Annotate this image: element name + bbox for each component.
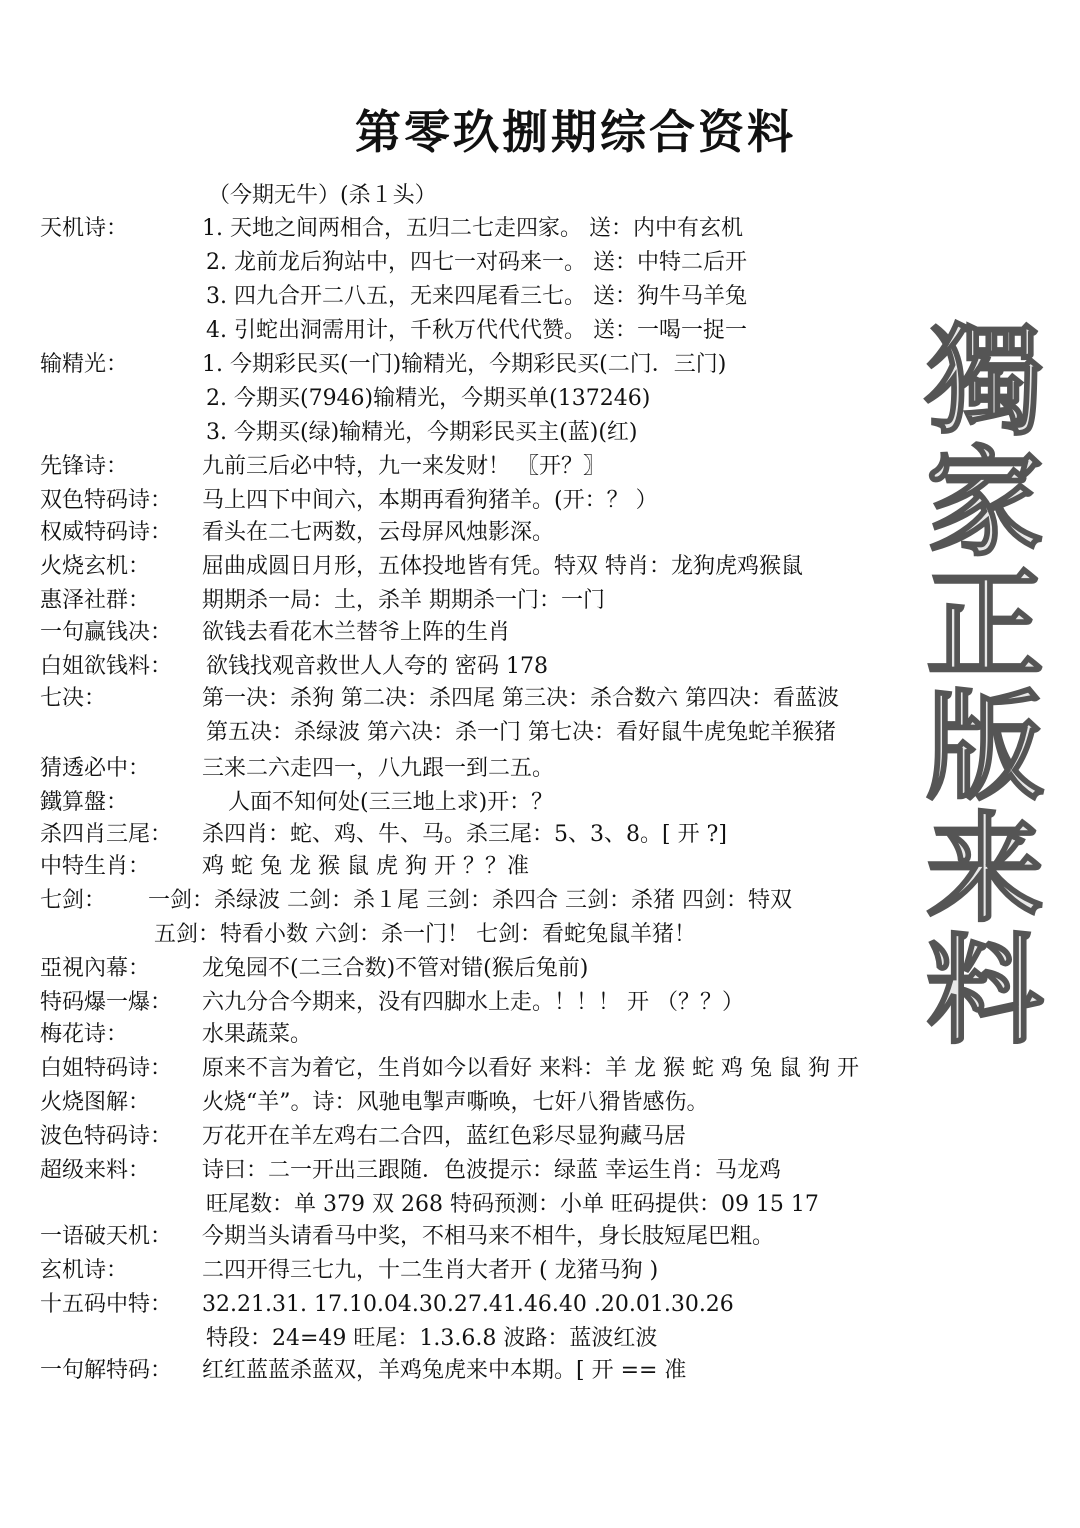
row-qijian-2 [40,918,1040,952]
row-label: 玄机诗： [40,1258,129,1283]
row-text: 欲钱去看花木兰替爷上阵的生肖 [202,620,511,645]
row-tianji-1 [40,212,1040,246]
row-chaoji-1 [40,1154,1040,1188]
row-text: 特段：24=49 旺尾：1.3.6.8 波路：蓝波红波 [206,1326,658,1351]
row-label: 中特生肖： [40,854,151,879]
row-label: 杀四肖三尾： [40,822,173,847]
row-text: 诗曰：二一开出三跟随．色波提示：绿蓝 幸运生肖：马龙鸡 [202,1158,781,1183]
row-shuangse [40,484,1040,518]
row-text: 32.21.31. 17.10.04.30.27.41.46.40 .20.01.30.26 [202,1292,734,1317]
row-shiwuma-2 [40,1322,1040,1356]
row-text: 欲钱找观音救世人人夸的 密码 178 [206,654,548,679]
row-text: 龙兔园不(二三合数)不管对错(猴后兔前) [202,956,589,981]
row-label: 猜透必中： [40,756,151,781]
row-label: 一语破天机： [40,1224,173,1249]
row-shujing-3 [40,416,1040,450]
row-bose [40,1120,1040,1154]
row-label: 七决： [40,686,107,711]
row-xuanji-shi [40,1254,1040,1288]
row-label: 火烧图解： [40,1090,151,1115]
row-text: 屈曲成圆日月形，五体投地皆有凭。特双 特肖：龙狗虎鸡猴鼠 [202,554,803,579]
row-text: 期期杀一局：土，杀羊 期期杀一门：一门 [202,588,605,613]
row-text: 红红蓝蓝杀蓝双，羊鸡兔虎来中本期。[ 开 == 准 [202,1358,687,1383]
row-text: 第五决：杀绿波 第六决：杀一门 第七决：看好鼠牛虎兔蛇羊猴猪 [206,720,836,745]
row-label: 鐵算盤： [40,790,129,815]
row-tianji-4 [40,314,1040,348]
row-huoshao-tujie [40,1086,1040,1120]
row-caitou [40,752,1040,786]
row-label: 惠泽社群： [40,588,151,613]
page-title: 第零玖捌期综合资料 [355,105,796,159]
row-label: 波色特码诗： [40,1124,173,1149]
row-tianji-2 [40,246,1040,280]
row-text: 旺尾数：单 379 双 268 特码预测：小单 旺码提供：09 15 17 [206,1192,819,1217]
row-tema-baoyibao [40,986,1040,1020]
row-label: 白姐特码诗： [40,1056,173,1081]
row-text: 原来不言为着它，生肖如今以看好 来料：羊 龙 猴 蛇 鸡 兔 鼠 狗 开 [202,1056,859,1081]
row-label: 一句解特码： [40,1358,173,1383]
row-text: 3. 四九合开二八五，无来四尾看三七。 送：狗牛马羊兔 [206,284,747,309]
row-text: 1. 今期彩民买(一门)输精光，今期彩民买(二门．三门) [202,352,727,377]
row-yiju-jie [40,1354,1040,1388]
row-baijie-yuqian [40,650,1040,684]
row-text: 1. 天地之间两相合，五归二七走四家。 送：内中有玄机 [202,216,743,241]
row-text: 看头在二七两数，云母屏风烛影深。 [202,520,555,545]
row-tiesuanpan [40,786,1040,820]
row-meihua [40,1018,1040,1052]
row-xianfeng [40,450,1040,484]
row-text: 2. 龙前龙后狗站中，四七一对码来一。 送：中特二后开 [206,250,747,275]
row-label: 输精光： [40,352,129,377]
row-text: 人面不知何处(三三地上求)开：？ [228,790,554,815]
row-text: 鸡 蛇 兔 龙 猴 鼠 虎 狗 开 ？？准 [202,854,529,879]
row-text: 二四开得三七九，十二生肖大者开 ( 龙猪马狗 ) [202,1258,659,1283]
row-text: 4. 引蛇出洞需用计，千秋万代代代赞。 送：一喝一捉一 [206,318,747,343]
row-text: 万花开在羊左鸡右二合四，蓝红色彩尽显狗藏马居 [202,1124,687,1149]
page-subtitle: （今期无牛）(杀１头） [208,183,437,208]
row-yashi [40,952,1040,986]
row-label: 特码爆一爆： [40,990,173,1015]
row-text: 五剑：特看小数 六剑：杀一门！ 七剑：看蛇兔鼠羊猪！ [154,922,696,947]
row-label: 火烧玄机： [40,554,151,579]
row-yiyu [40,1220,1040,1254]
row-label: 超级来料： [40,1158,151,1183]
row-yiju-yingqian [40,616,1040,650]
row-label: 十五码中特： [40,1292,173,1317]
row-label: 权威特码诗： [40,520,173,545]
row-shujing-2 [40,382,1040,416]
row-qijian-1 [40,884,1040,918]
row-label: 双色特码诗： [40,488,173,513]
row-text: 2. 今期买(7946)输精光，今期买单(137246) [206,386,651,411]
row-label: 七剑： [40,888,107,913]
row-label: 天机诗： [40,216,129,241]
row-huoshao-xuanji [40,550,1040,584]
row-text: 马上四下中间六，本期再看狗猪羊。(开：？ ） [202,488,658,513]
row-huize [40,584,1040,618]
row-quanwei [40,516,1040,550]
row-text: 今期当头请看马中奖，不相马来不相牛，身长肢短尾巴粗。 [202,1224,775,1249]
row-label: 一句赢钱决： [40,620,173,645]
row-label: 先锋诗： [40,454,129,479]
row-label: 梅花诗： [40,1022,129,1047]
row-text: 3. 今期买(绿)输精光，今期彩民买主(蓝)(红) [206,420,638,445]
row-label: 白姐欲钱料： [40,654,173,679]
row-text: 水果蔬菜。 [202,1022,313,1047]
row-tianji-3 [40,280,1040,314]
row-text: 火烧“羊”。诗：风驰电掣声嘶唤，七奸八猾皆感伤。 [202,1090,709,1115]
row-zhongte-shengxiao [40,850,1040,884]
row-shasixiao [40,818,1040,852]
row-text: 九前三后必中特，九一来发财！ 〖开？〗 [202,454,605,479]
row-text: 三来二六走四一，八九跟一到二五。 [202,756,555,781]
row-text: 杀四肖：蛇、鸡、牛、马。杀三尾：5、3、8。[ 开 ?] [202,822,727,847]
row-text: 一剑：杀绿波 二剑：杀１尾 三剑：杀四合 三剑：杀猪 四剑：特双 [148,888,792,913]
row-label: 亞視內幕： [40,956,151,981]
row-baijie-tema [40,1052,1040,1086]
row-text: 六九分合今期来，没有四脚水上走。！！！ 开 （？？） [202,990,744,1015]
watermark-stamp: 獨 家 正 版 来 料 [925,311,1044,1060]
row-text: 第一决：杀狗 第二决：杀四尾 第三决：杀合数六 第四决：看蓝波 [202,686,839,711]
row-shujing-1 [40,348,1040,382]
row-shiwuma-1 [40,1288,1040,1322]
row-chaoji-2 [40,1188,1040,1222]
row-qijue-1 [40,682,1040,716]
row-qijue-2 [40,716,1040,750]
